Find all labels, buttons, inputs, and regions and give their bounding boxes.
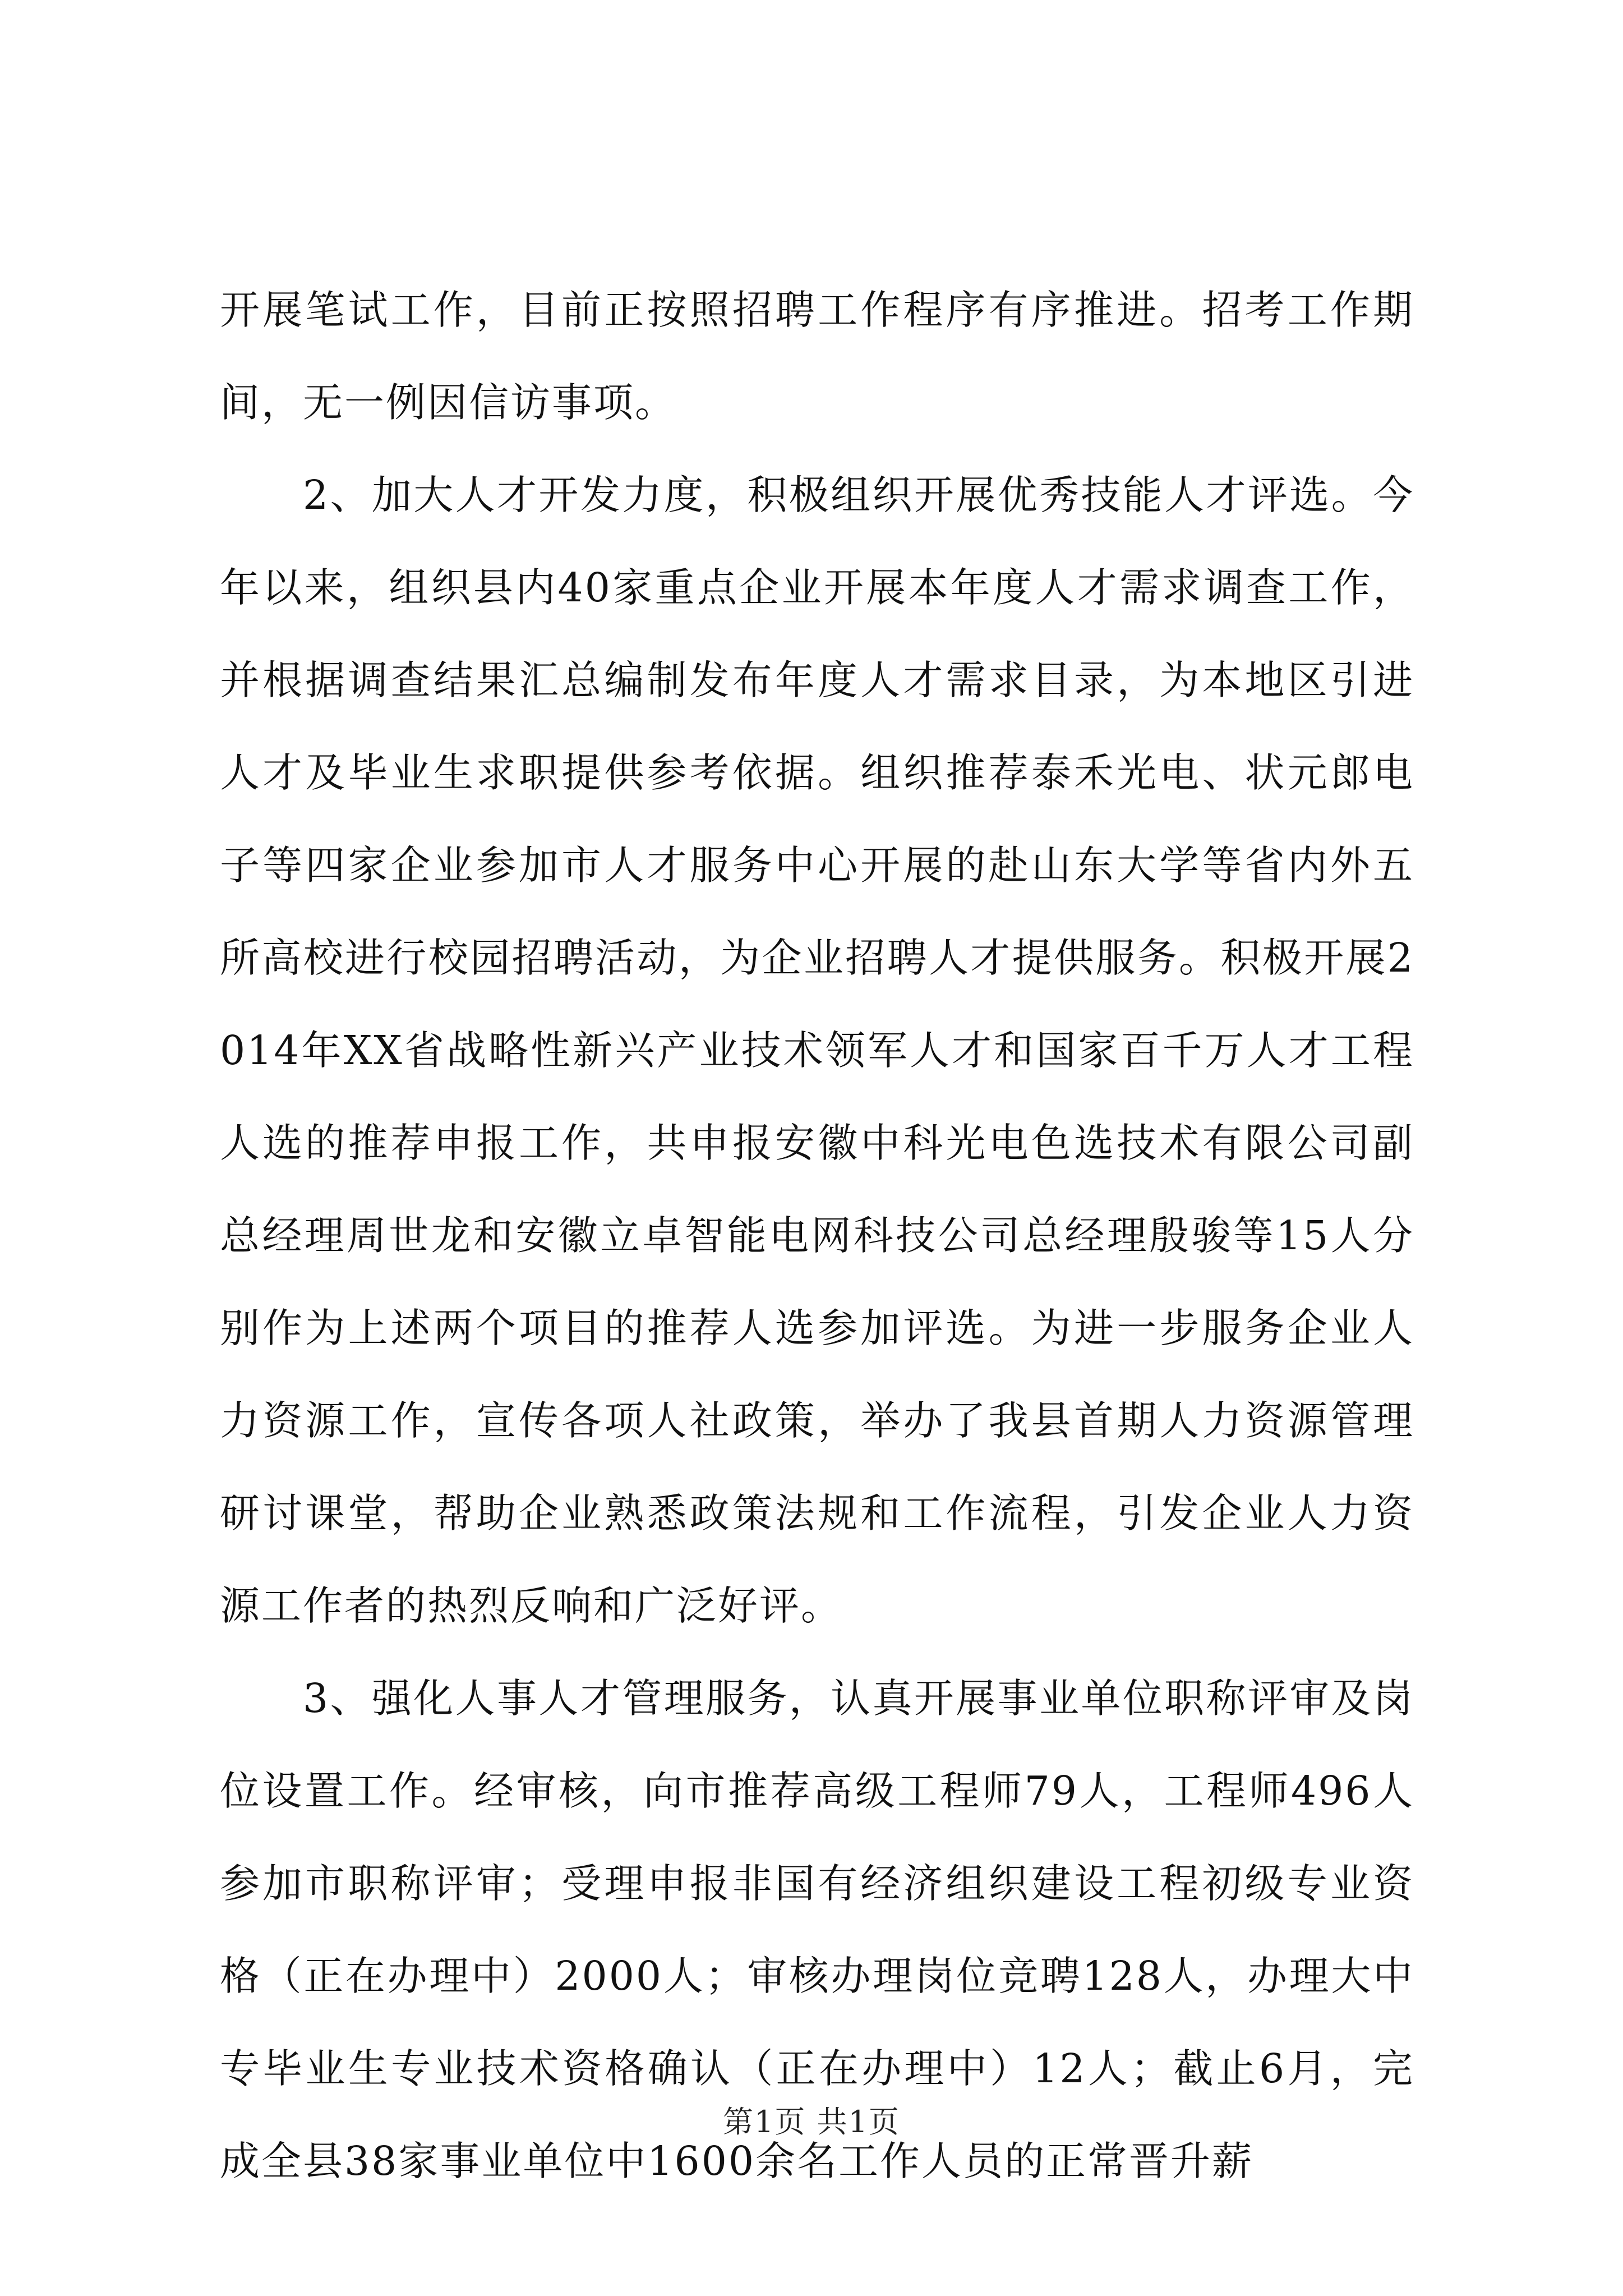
paragraph-recruitment-exam: 开展笔试工作，目前正按照招聘工作程序有序推进。招考工作期间，无一例因信访事项。 bbox=[220, 287, 1414, 426]
paragraph-talent-development: 2、加大人才开发力度，积极组织开展优秀技能人才评选。今年以来，组织县内40家重点企业开展本年度人才需求调查工作，并根据调查结果汇总编制发布年度人才需求目录，为本地区引进人才及毕业生求职提供参考依据。组织推荐泰禾光电、状元郎电子等四家企业参加市人才服务中心开展的赴山东大学等省内外五所高校进行校园招聘活动，为企业招聘人才提供服务。积极开展2014年XX省战略性新兴产业技术领军人才和国家百千万人才工程人选的推荐申报工作，共申报安徽中科光电色选技术有限公司副总经理周世龙和安徽立卓智能电网科技公司总经理殷骏等15人分别作为上述两个项目的推荐人选参加评选。为进一步服务企业人力资源工作，宣传各项人社政策，举办了我县首期人力资源管理研讨课堂，帮助企业熟悉政策法规和工作流程，引发企业人力资源工作者的热烈反响和广泛好评。 bbox=[220, 472, 1414, 1629]
document-body bbox=[220, 264, 1414, 2207]
page-footer: 第1页 共1页 bbox=[723, 2104, 900, 2139]
paragraph-personnel-management: 3、强化人事人才管理服务，认真开展事业单位职称评审及岗位设置工作。经审核，向市推荐高级工程师79人，工程师496人参加市职称评审；受理申报非国有经济组织建设工程初级专业资格（正在办理中）2000人；审核办理岗位竞聘128人，办理大中专毕业生专业技术资格确认（正在办理中）12人；截止6月，完成全县38家事业单位中1600余名工作人员的正常晋升薪 bbox=[220, 1675, 1414, 2184]
